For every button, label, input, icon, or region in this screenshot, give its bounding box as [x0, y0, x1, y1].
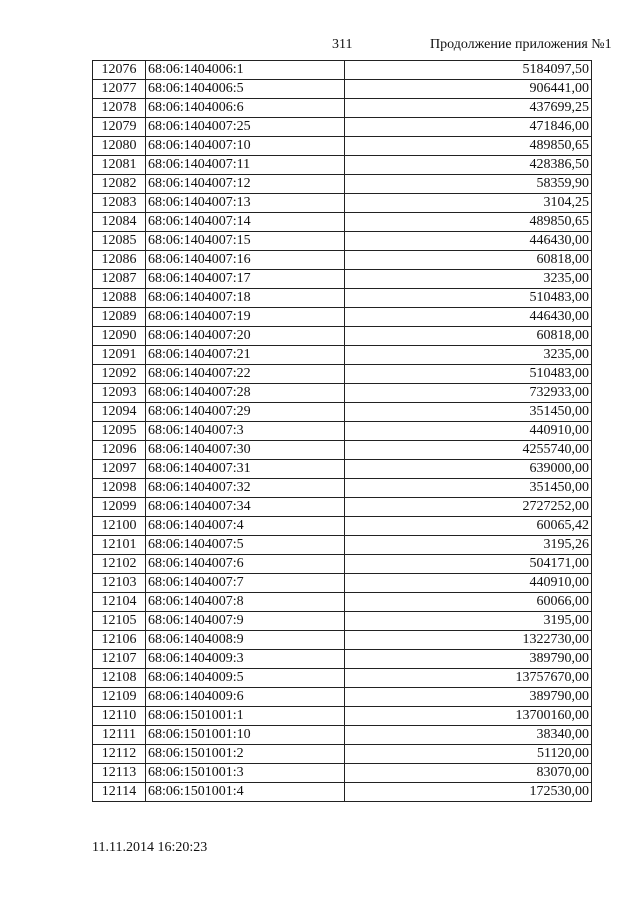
- cadastral-number: 68:06:1404007:29: [146, 403, 345, 422]
- cadastral-number: 68:06:1404007:34: [146, 498, 345, 517]
- cadastral-value: 471846,00: [345, 118, 592, 137]
- row-number: 12114: [93, 783, 146, 802]
- cadastral-value: 83070,00: [345, 764, 592, 783]
- row-number: 12109: [93, 688, 146, 707]
- cadastral-value: 1322730,00: [345, 631, 592, 650]
- cadastral-number: 68:06:1404007:31: [146, 460, 345, 479]
- row-number: 12104: [93, 593, 146, 612]
- cadastral-value: 489850,65: [345, 137, 592, 156]
- row-number: 12092: [93, 365, 146, 384]
- table-row: [93, 118, 592, 137]
- row-number: 12112: [93, 745, 146, 764]
- cadastral-value: 60818,00: [345, 251, 592, 270]
- row-number: 12107: [93, 650, 146, 669]
- page-number: 311: [332, 37, 353, 52]
- cadastral-number: 68:06:1404007:30: [146, 441, 345, 460]
- row-number: 12090: [93, 327, 146, 346]
- cadastral-value: 38340,00: [345, 726, 592, 745]
- cadastral-value: 489850,65: [345, 213, 592, 232]
- cadastral-number: 68:06:1404007:28: [146, 384, 345, 403]
- table-row: [93, 232, 592, 251]
- cadastral-number: 68:06:1404007:17: [146, 270, 345, 289]
- cadastral-number: 68:06:1404007:15: [146, 232, 345, 251]
- row-number: 12094: [93, 403, 146, 422]
- cadastral-value: 351450,00: [345, 403, 592, 422]
- cadastral-number: 68:06:1404007:14: [146, 213, 345, 232]
- cadastral-value: 3235,00: [345, 270, 592, 289]
- cadastral-value: 172530,00: [345, 783, 592, 802]
- cadastral-number: 68:06:1501001:4: [146, 783, 345, 802]
- row-number: 12097: [93, 460, 146, 479]
- cadastral-value: 732933,00: [345, 384, 592, 403]
- table-row: [93, 346, 592, 365]
- row-number: 12078: [93, 99, 146, 118]
- row-number: 12079: [93, 118, 146, 137]
- cadastral-value: 906441,00: [345, 80, 592, 99]
- table-row: [93, 289, 592, 308]
- cadastral-value: 3235,00: [345, 346, 592, 365]
- cadastral-value: 351450,00: [345, 479, 592, 498]
- row-number: 12076: [93, 61, 146, 80]
- row-number: 12077: [93, 80, 146, 99]
- table-row: [93, 403, 592, 422]
- cadastral-number: 68:06:1404007:20: [146, 327, 345, 346]
- cadastral-value: 13700160,00: [345, 707, 592, 726]
- cadastral-number: 68:06:1404007:3: [146, 422, 345, 441]
- table-row: [93, 251, 592, 270]
- row-number: 12084: [93, 213, 146, 232]
- cadastral-value: 510483,00: [345, 365, 592, 384]
- cadastral-number: 68:06:1501001:1: [146, 707, 345, 726]
- row-number: 12101: [93, 536, 146, 555]
- cadastral-number: 68:06:1404007:12: [146, 175, 345, 194]
- row-number: 12086: [93, 251, 146, 270]
- row-number: 12103: [93, 574, 146, 593]
- cadastral-number: 68:06:1404007:5: [146, 536, 345, 555]
- cadastral-number: 68:06:1501001:2: [146, 745, 345, 764]
- cadastral-number: 68:06:1404008:9: [146, 631, 345, 650]
- table-row: [93, 764, 592, 783]
- table-row: [93, 175, 592, 194]
- row-number: 12080: [93, 137, 146, 156]
- table-row: [93, 612, 592, 631]
- cadastral-value: 446430,00: [345, 232, 592, 251]
- table-row: [93, 498, 592, 517]
- table-row: [93, 327, 592, 346]
- row-number: 12111: [93, 726, 146, 745]
- cadastral-value: 389790,00: [345, 650, 592, 669]
- cadastral-value: 428386,50: [345, 156, 592, 175]
- cadastral-number: 68:06:1404007:16: [146, 251, 345, 270]
- cadastral-number: 68:06:1404006:5: [146, 80, 345, 99]
- cadastral-number: 68:06:1404007:6: [146, 555, 345, 574]
- table-row: [93, 99, 592, 118]
- cadastral-number: 68:06:1501001:10: [146, 726, 345, 745]
- table-row: [93, 365, 592, 384]
- row-number: 12102: [93, 555, 146, 574]
- row-number: 12095: [93, 422, 146, 441]
- cadastral-number: 68:06:1404006:6: [146, 99, 345, 118]
- cadastral-value: 5184097,50: [345, 61, 592, 80]
- cadastral-value: 60818,00: [345, 327, 592, 346]
- row-number: 12096: [93, 441, 146, 460]
- cadastral-value: 440910,00: [345, 422, 592, 441]
- row-number: 12088: [93, 289, 146, 308]
- row-number: 12083: [93, 194, 146, 213]
- row-number: 12087: [93, 270, 146, 289]
- row-number: 12089: [93, 308, 146, 327]
- table-row: [93, 137, 592, 156]
- row-number: 12081: [93, 156, 146, 175]
- row-number: 12108: [93, 669, 146, 688]
- row-number: 12093: [93, 384, 146, 403]
- cadastral-number: 68:06:1404007:19: [146, 308, 345, 327]
- table-row: [93, 213, 592, 232]
- table-row: [93, 61, 592, 80]
- table-row: [93, 593, 592, 612]
- table-row: [93, 517, 592, 536]
- row-number: 12113: [93, 764, 146, 783]
- cadastral-value: 446430,00: [345, 308, 592, 327]
- table-row: [93, 650, 592, 669]
- table-row: [93, 308, 592, 327]
- cadastral-value: 51120,00: [345, 745, 592, 764]
- row-number: 12091: [93, 346, 146, 365]
- cadastral-number: 68:06:1501001:3: [146, 764, 345, 783]
- row-number: 12105: [93, 612, 146, 631]
- cadastral-number: 68:06:1404006:1: [146, 61, 345, 80]
- cadastral-number: 68:06:1404007:11: [146, 156, 345, 175]
- cadastral-value: 389790,00: [345, 688, 592, 707]
- cadastral-number: 68:06:1404007:25: [146, 118, 345, 137]
- table-row: [93, 156, 592, 175]
- print-timestamp: 11.11.2014 16:20:23: [92, 840, 208, 855]
- table-row: [93, 479, 592, 498]
- cadastral-number: 68:06:1404007:10: [146, 137, 345, 156]
- cadastral-value: 4255740,00: [345, 441, 592, 460]
- cadastral-value: 60066,00: [345, 593, 592, 612]
- table-row: [93, 745, 592, 764]
- cadastral-number: 68:06:1404009:5: [146, 669, 345, 688]
- table-row: [93, 726, 592, 745]
- cadastral-value: 13757670,00: [345, 669, 592, 688]
- row-number: 12082: [93, 175, 146, 194]
- cadastre-table: [92, 60, 592, 802]
- cadastral-value: 58359,90: [345, 175, 592, 194]
- cadastral-number: 68:06:1404007:8: [146, 593, 345, 612]
- table-row: [93, 631, 592, 650]
- table-row: [93, 384, 592, 403]
- cadastral-value: 510483,00: [345, 289, 592, 308]
- cadastral-number: 68:06:1404009:6: [146, 688, 345, 707]
- table-row: [93, 783, 592, 802]
- cadastral-value: 639000,00: [345, 460, 592, 479]
- cadastral-number: 68:06:1404007:21: [146, 346, 345, 365]
- table-row: [93, 441, 592, 460]
- row-number: 12099: [93, 498, 146, 517]
- cadastral-value: 440910,00: [345, 574, 592, 593]
- table-row: [93, 422, 592, 441]
- cadastral-number: 68:06:1404009:3: [146, 650, 345, 669]
- cadastral-number: 68:06:1404007:32: [146, 479, 345, 498]
- row-number: 12100: [93, 517, 146, 536]
- cadastral-value: 60065,42: [345, 517, 592, 536]
- table-row: [93, 194, 592, 213]
- cadastral-number: 68:06:1404007:7: [146, 574, 345, 593]
- row-number: 12110: [93, 707, 146, 726]
- cadastral-value: 437699,25: [345, 99, 592, 118]
- cadastral-value: 2727252,00: [345, 498, 592, 517]
- table-row: [93, 536, 592, 555]
- cadastral-value: 3195,00: [345, 612, 592, 631]
- continuation-label: Продолжение приложения №1: [430, 37, 612, 52]
- row-number: 12106: [93, 631, 146, 650]
- table-row: [93, 707, 592, 726]
- cadastral-number: 68:06:1404007:18: [146, 289, 345, 308]
- table-row: [93, 669, 592, 688]
- table-row: [93, 574, 592, 593]
- cadastral-value: 504171,00: [345, 555, 592, 574]
- cadastral-value: 3104,25: [345, 194, 592, 213]
- table-row: [93, 460, 592, 479]
- cadastral-number: 68:06:1404007:4: [146, 517, 345, 536]
- cadastral-value: 3195,26: [345, 536, 592, 555]
- row-number: 12085: [93, 232, 146, 251]
- table-row: [93, 688, 592, 707]
- row-number: 12098: [93, 479, 146, 498]
- table-row: [93, 80, 592, 99]
- cadastral-number: 68:06:1404007:13: [146, 194, 345, 213]
- cadastral-number: 68:06:1404007:22: [146, 365, 345, 384]
- table-body: [93, 61, 592, 802]
- table-row: [93, 555, 592, 574]
- cadastral-number: 68:06:1404007:9: [146, 612, 345, 631]
- table-row: [93, 270, 592, 289]
